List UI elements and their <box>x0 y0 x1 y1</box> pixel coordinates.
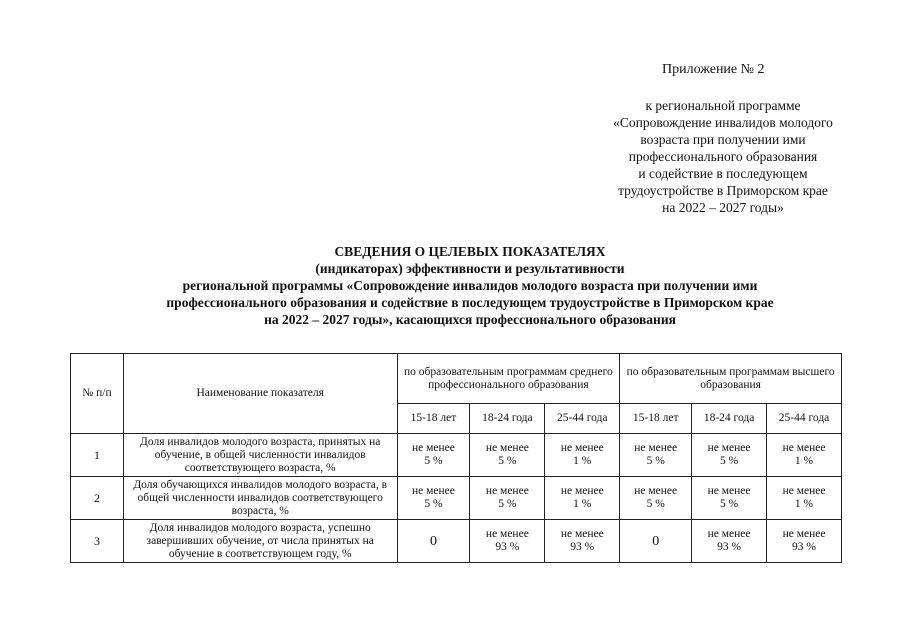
appendix-line: возраста при получении ими <box>640 132 806 147</box>
indicator-name: Доля инвалидов молодого возраста, принятых на обучение, в общей численности инвалидов соответствующего возраста, % <box>123 434 397 477</box>
indicator-value: не менее 93 % <box>767 520 842 563</box>
heading-line: СВЕДЕНИЯ О ЦЕЛЕВЫХ ПОКАЗАТЕЛЯХ <box>334 244 606 259</box>
indicator-value: 0 <box>620 520 692 563</box>
age-header: 18-24 года <box>692 404 767 434</box>
table-row <box>71 520 842 563</box>
age-header: 25-44 года <box>545 404 620 434</box>
appendix-line: на 2022 – 2027 годы» <box>662 200 784 215</box>
indicator-value: не менее 1 % <box>767 434 842 477</box>
table-row <box>71 477 842 520</box>
indicator-value: не менее 5 % <box>397 434 470 477</box>
indicator-value: не менее 93 % <box>692 520 767 563</box>
indicator-value: не менее 5 % <box>470 477 545 520</box>
appendix-line: к региональной программе <box>645 98 801 113</box>
table-row <box>71 434 842 477</box>
indicator-value: не менее 5 % <box>470 434 545 477</box>
appendix-title: Приложение № 2 <box>662 62 765 77</box>
age-header: 25-44 года <box>767 404 842 434</box>
row-number: 1 <box>71 434 124 477</box>
indicator-value: не менее 5 % <box>620 434 692 477</box>
indicator-value: 0 <box>397 520 470 563</box>
appendix-reference <box>578 97 868 216</box>
row-number: 2 <box>71 477 124 520</box>
indicator-value: не менее 93 % <box>545 520 620 563</box>
indicator-value: не менее 93 % <box>470 520 545 563</box>
indicator-value: не менее 5 % <box>692 477 767 520</box>
column-group-spo: по образовательным программам среднего профессионального образования <box>397 354 620 404</box>
heading-line: профессионального образования и содействие в последующем трудоустройстве в Приморском крае <box>166 295 774 310</box>
document-heading <box>100 243 840 328</box>
indicator-value: не менее 5 % <box>692 434 767 477</box>
column-group-vo: по образовательным программам высшего образования <box>620 354 842 404</box>
column-header-name: Наименование показателя <box>123 354 397 434</box>
indicator-value: не менее 5 % <box>397 477 470 520</box>
age-header: 15-18 лет <box>620 404 692 434</box>
indicators-table <box>70 353 842 563</box>
indicator-value: не менее 1 % <box>767 477 842 520</box>
indicator-name: Доля инвалидов молодого возраста, успешно завершивших обучение, от числа принятых на обучение в соответствующем году, % <box>123 520 397 563</box>
indicator-name: Доля обучающихся инвалидов молодого возраста, в общей численности инвалидов соответствующего возраста, % <box>123 477 397 520</box>
row-number: 3 <box>71 520 124 563</box>
appendix-line: профессионального образования <box>628 149 818 164</box>
age-header: 15-18 лет <box>397 404 470 434</box>
indicator-value: не менее 1 % <box>545 434 620 477</box>
header-row <box>71 354 842 404</box>
heading-line: (индикаторах) эффективности и результативности <box>315 261 625 276</box>
column-header-number: № п/п <box>71 354 124 434</box>
appendix-line: «Сопровождение инвалидов молодого <box>613 115 833 130</box>
heading-line: региональной программы «Сопровождение инвалидов молодого возраста при получении ими <box>182 278 758 293</box>
heading-line: на 2022 – 2027 годы», касающихся профессионального образования <box>264 312 676 327</box>
indicator-value: не менее 1 % <box>545 477 620 520</box>
appendix-line: и содействие в последующем <box>638 166 808 181</box>
appendix-line: трудоустройстве в Приморском крае <box>618 183 828 198</box>
age-header: 18-24 года <box>470 404 545 434</box>
indicator-value: не менее 5 % <box>620 477 692 520</box>
